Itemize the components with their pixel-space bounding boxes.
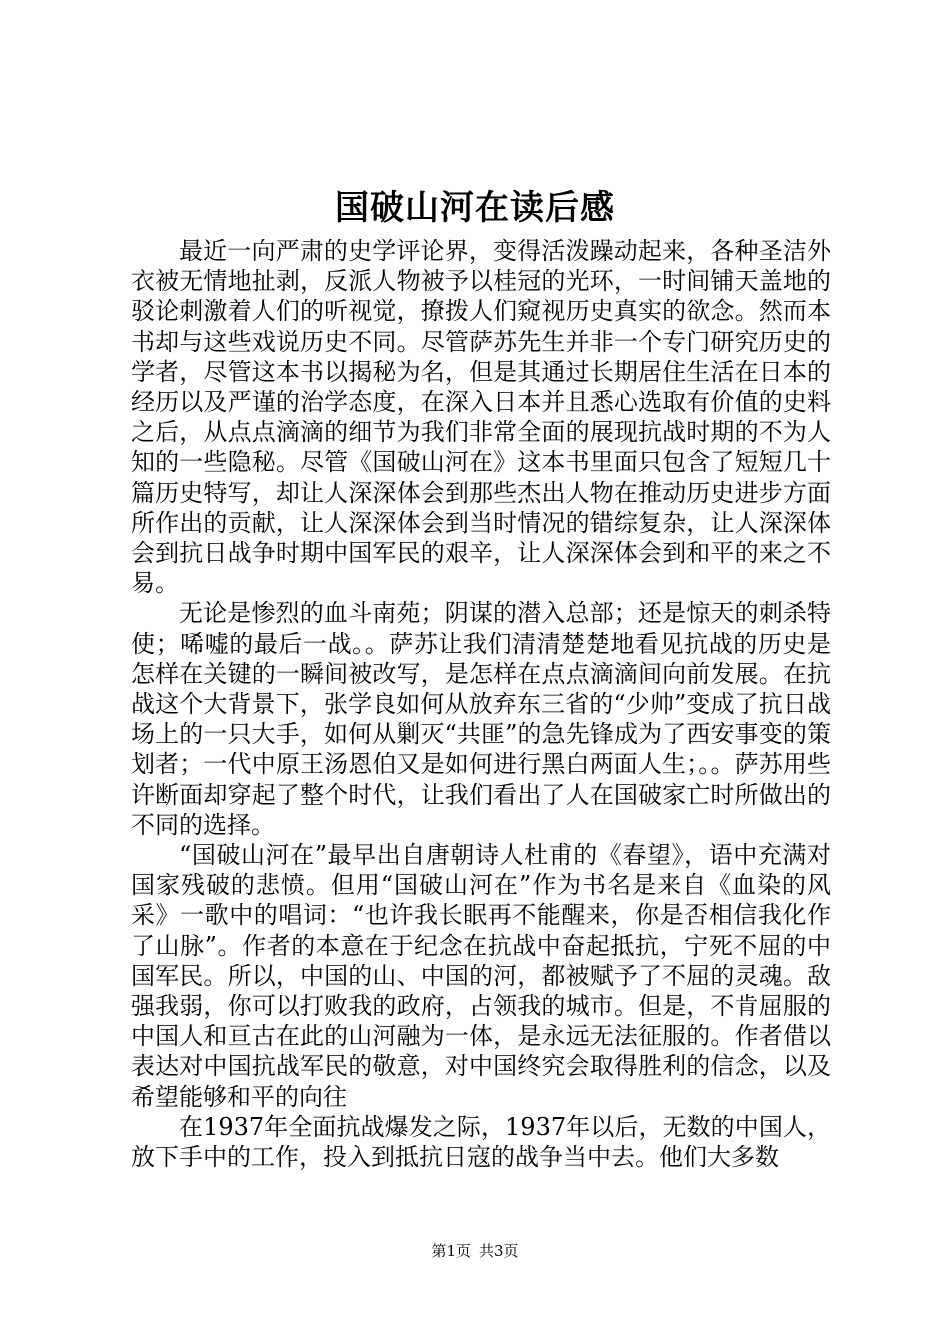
paragraph-3: “国破山河在”最早出自唐朝诗人杜甫的《春望》，语中充满对国家残破的悲愤。但用“国破山河在”作为书名是来自《血染的风采》一歌中的唱词：“也许我长眠再不能醒来，你是否相信我化作了山脉”。作者的本意在于纪念在抗战中奋起抵抗，宁死不屈的中国军民。所以，中国的山、中国的河，都被赋予了不屈的灵魂。敌强我弱，你可以打败我的政府，占领我的城市。但是，不肯屈服的中国人和亘古在此的山河融为一体，是永远无法征服的。作者借以表达对中国抗战军民的敬意，对中国终究会取得胜利的信念，以及希望能够和平的向往 [131,841,831,1111]
document-title: 国破山河在读后感 [335,188,615,228]
document-body [131,236,831,1172]
paragraph-1: 最近一向严肃的史学评论界，变得活泼躁动起来，各种圣洁外衣被无情地扯剥，反派人物被予以桂冠的光环，一时间铺天盖地的驳论刺激着人们的听视觉，撩拨人们窥视历史真实的欲念。然而本书却与这些戏说历史不同。尽管萨苏先生并非一个专门研究历史的学者，尽管这本书以揭秘为名，但是其通过长期居住生活在日本的经历以及严谨的治学态度，在深入日本并且悉心选取有价值的史料之后，从点点滴滴的细节为我们非常全面的展现抗战时期的不为人知的一些隐秘。尽管《国破山河在》这本书里面只包含了短短几十篇历史特写，却让人深深体会到那些杰出人物在推动历史进步方面所作出的贡献，让人深深体会到当时情况的错综复杂，让人深深体会到抗日战争时期中国军民的艰辛，让人深深体会到和平的来之不易。 [131,237,831,598]
page-total: 共3页 [479,1242,519,1260]
page-footer [0,1240,950,1262]
paragraph-4: 在1937年全面抗战爆发之际，1937年以后，无数的中国人，放下手中的工作，投入到抵抗日寇的战争当中去。他们大多数 [131,1112,831,1172]
paragraph-2: 无论是惨烈的血斗南苑；阴谋的潜入总部；还是惊天的刺杀特使；唏嘘的最后一战。。萨苏让我们清清楚楚地看见抗战的历史是怎样在关键的一瞬间被改写，是怎样在点点滴滴间向前发展。在抗战这个大背景下，张学良如何从放弃东三省的“少帅”变成了抗日战场上的一只大手，如何从剿灭“共匪”的急先锋成为了西安事变的策划者；一代中原王汤恩伯又是如何进行黑白两面人生；。。萨苏用些许断面却穿起了整个时代，让我们看出了人在国破家亡时所做出的不同的选择。 [131,599,831,839]
page-number: 第1页 [431,1242,471,1260]
